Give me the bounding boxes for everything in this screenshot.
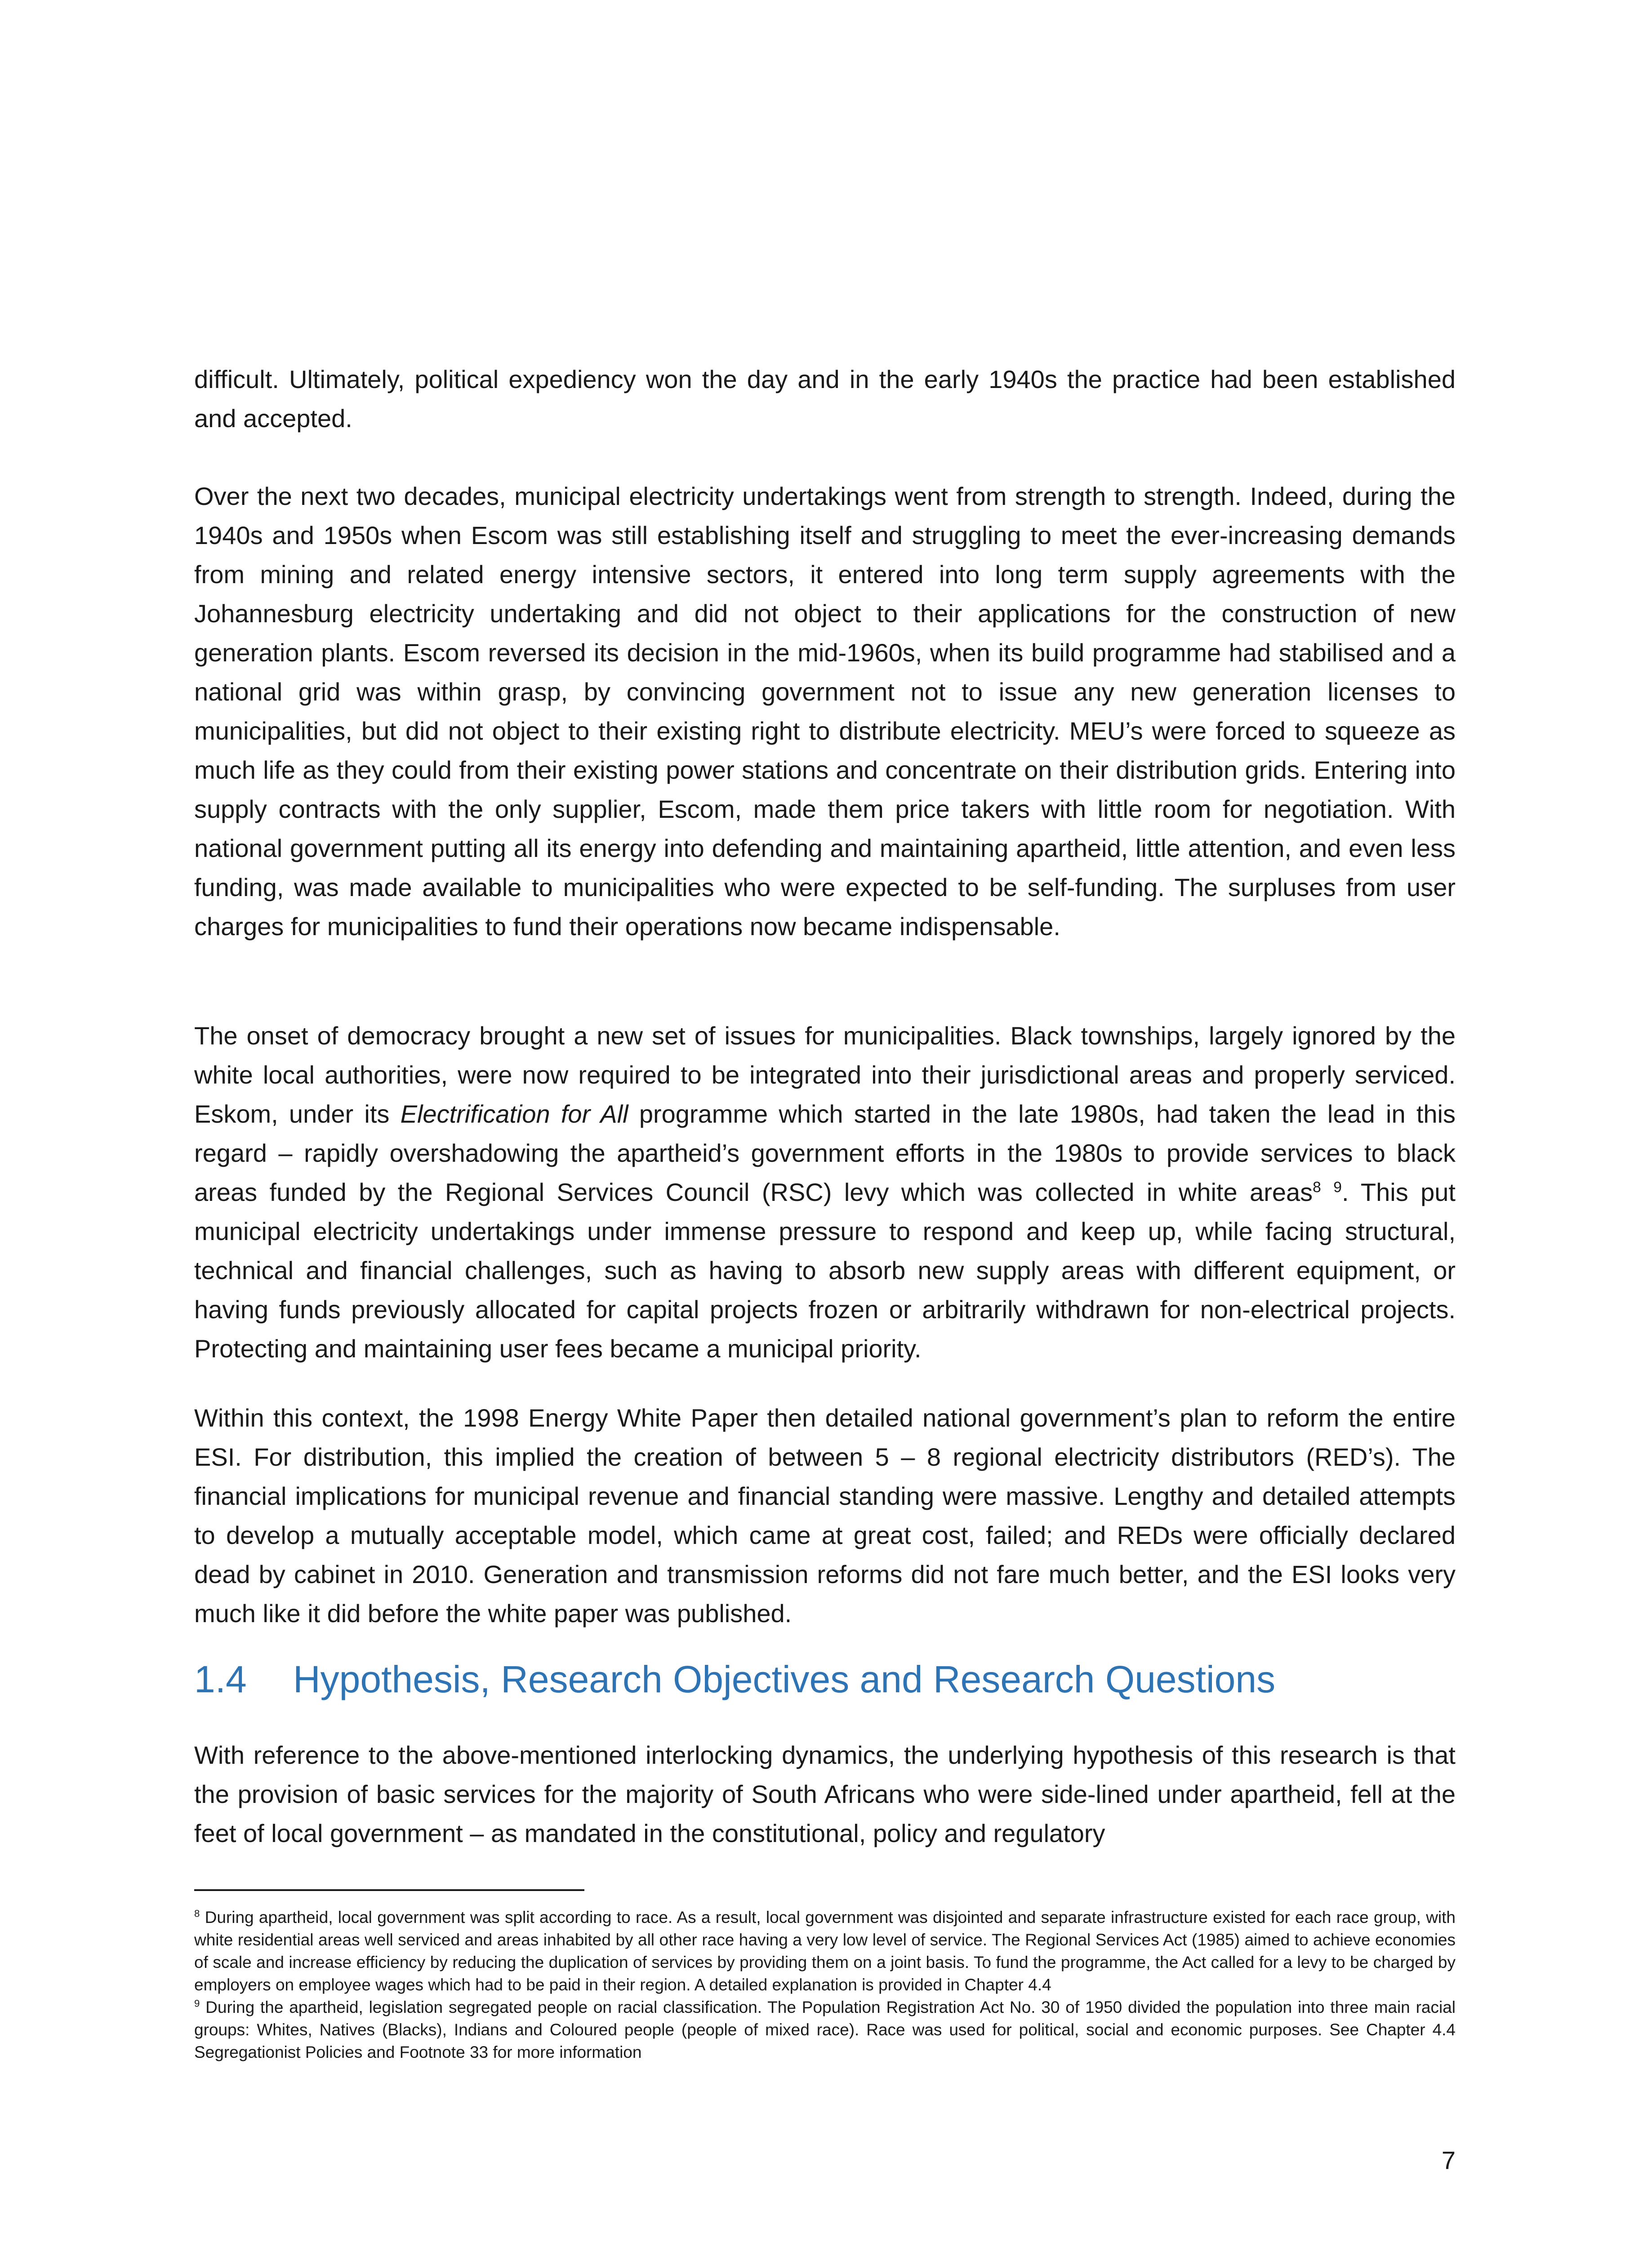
paragraph-text: programme which started in the late 1980s, had taken the lead in this regard – rapidly overshadowing the apartheid’s government efforts in the 1980s to provide services to black areas funded by the Regional Services Council (RSC) levy which was collected in white areas xyxy=(194,1100,1456,1206)
footnote-8 xyxy=(194,1906,1456,1996)
footnote-9 xyxy=(194,1996,1456,2064)
paragraph-text: The onset of democracy brought a new set of issues for municipalities. Black townships, largely ignored by the white local authorities, were now required to be integrated into their jurisdictional areas and properly serviced. Eskom, under its xyxy=(194,1021,1456,1128)
section-title: Hypothesis, Research Objectives and Research Questions xyxy=(293,1658,1276,1700)
footnote-mark-8: 8 xyxy=(194,1908,200,1919)
section-heading xyxy=(194,1655,1456,1704)
paragraph-intro-continuation: difficult. Ultimately, political expediency won the day and in the early 1940s the practice had been established and accepted. xyxy=(194,365,1456,433)
paragraph-democracy-onset xyxy=(194,1016,1456,1368)
paragraph-white-paper: Within this context, the 1998 Energy White Paper then detailed national government’s plan to reform the entire ESI. For distribution, this implied the creation of between 5 – 8 regional electricity distributors (RED’s). The financial implications for municipal revenue and financial standing were massive. Lengthy and detailed attempts to develop a mutually acceptable model, which came at great cost, failed; and REDs were officially declared dead by cabinet in 2010. Generation and transmission reforms did not fare much better, and the ESI looks very much like it did before the white paper was published. xyxy=(194,1404,1456,1628)
section-number: 1.4 xyxy=(194,1658,247,1700)
footnote-mark-9: 9 xyxy=(194,1998,200,2009)
paragraph-text: . This put municipal electricity undertakings under immense pressure to respond and keep up, while facing structural, technical and financial challenges, such as having to absorb new supply areas with different equipment, or having funds previously allocated for capital projects frozen or arbitrarily withdrawn for non-electrical projects. Protecting and maintaining user fees became a municipal priority. xyxy=(194,1178,1456,1363)
footnote-text-8: During apartheid, local government was split according to race. As a result, local government was disjointed and separate infrastructure existed for each race group, with white residential areas well serviced and areas inhabited by all other race having a very low level of service. The Regional Services Act (1985) aimed to achieve economies of scale and increase efficiency by reducing the duplication of services by providing them on a joint basis. To fund the programme, the Act called for a levy to be charged by employers on employee wages which had to be paid in their region. A detailed explanation is provided in Chapter 4.4 xyxy=(194,1908,1456,1994)
footnote-ref-8[interactable]: 8 xyxy=(1313,1179,1321,1196)
document-page xyxy=(194,0,1456,2248)
footnote-ref-9[interactable]: 9 xyxy=(1333,1179,1342,1196)
paragraph-hypothesis: With reference to the above-mentioned interlocking dynamics, the underlying hypothesis of this research is that the provision of basic services for the majority of South Africans who were side-lined under apartheid, fell at the feet of local government – as mandated in the constitutional, policy and regulatory xyxy=(194,1741,1456,1847)
paragraph-municipal-history: Over the next two decades, municipal electricity undertakings went from strength to strength. Indeed, during the 1940s and 1950s when Escom was still establishing itself and struggling to meet the ever-increasing demands from mining and related energy intensive sectors, it entered into long term supply agreements with the Johannesburg electricity undertaking and did not object to their applications for the construction of new generation plants. Escom reversed its decision in the mid-1960s, when its build programme had stabilised and a national grid was within grasp, by convincing government not to issue any new generation licenses to municipalities, but did not object to their existing right to distribute electricity. MEU’s were forced to squeeze as much life as they could from their existing power stations and concentrate on their distribution grids. Entering into supply contracts with the only supplier, Escom, made them price takers with little room for negotiation. With national government putting all its energy into defending and maintaining apartheid, little attention, and even less funding, was made available to municipalities who were expected to be self-funding. The surpluses from user charges for municipalities to fund their operations now became indispensable. xyxy=(194,482,1456,941)
programme-name-italic: Electrification for All xyxy=(400,1100,628,1128)
page-number: 7 xyxy=(1441,2146,1456,2174)
footnotes xyxy=(194,1906,1456,2064)
footnote-separator xyxy=(194,1889,584,1891)
footnote-text-9: During the apartheid, legislation segregated people on racial classification. The Population Registration Act No. 30 of 1950 divided the population into three main racial groups: Whites, Natives (Blacks), Indians and Coloured people (people of mixed race). Race was used for political, social and economic purposes. See Chapter 4.4 Segregationist Policies and Footnote 33 for more information xyxy=(194,1998,1456,2061)
